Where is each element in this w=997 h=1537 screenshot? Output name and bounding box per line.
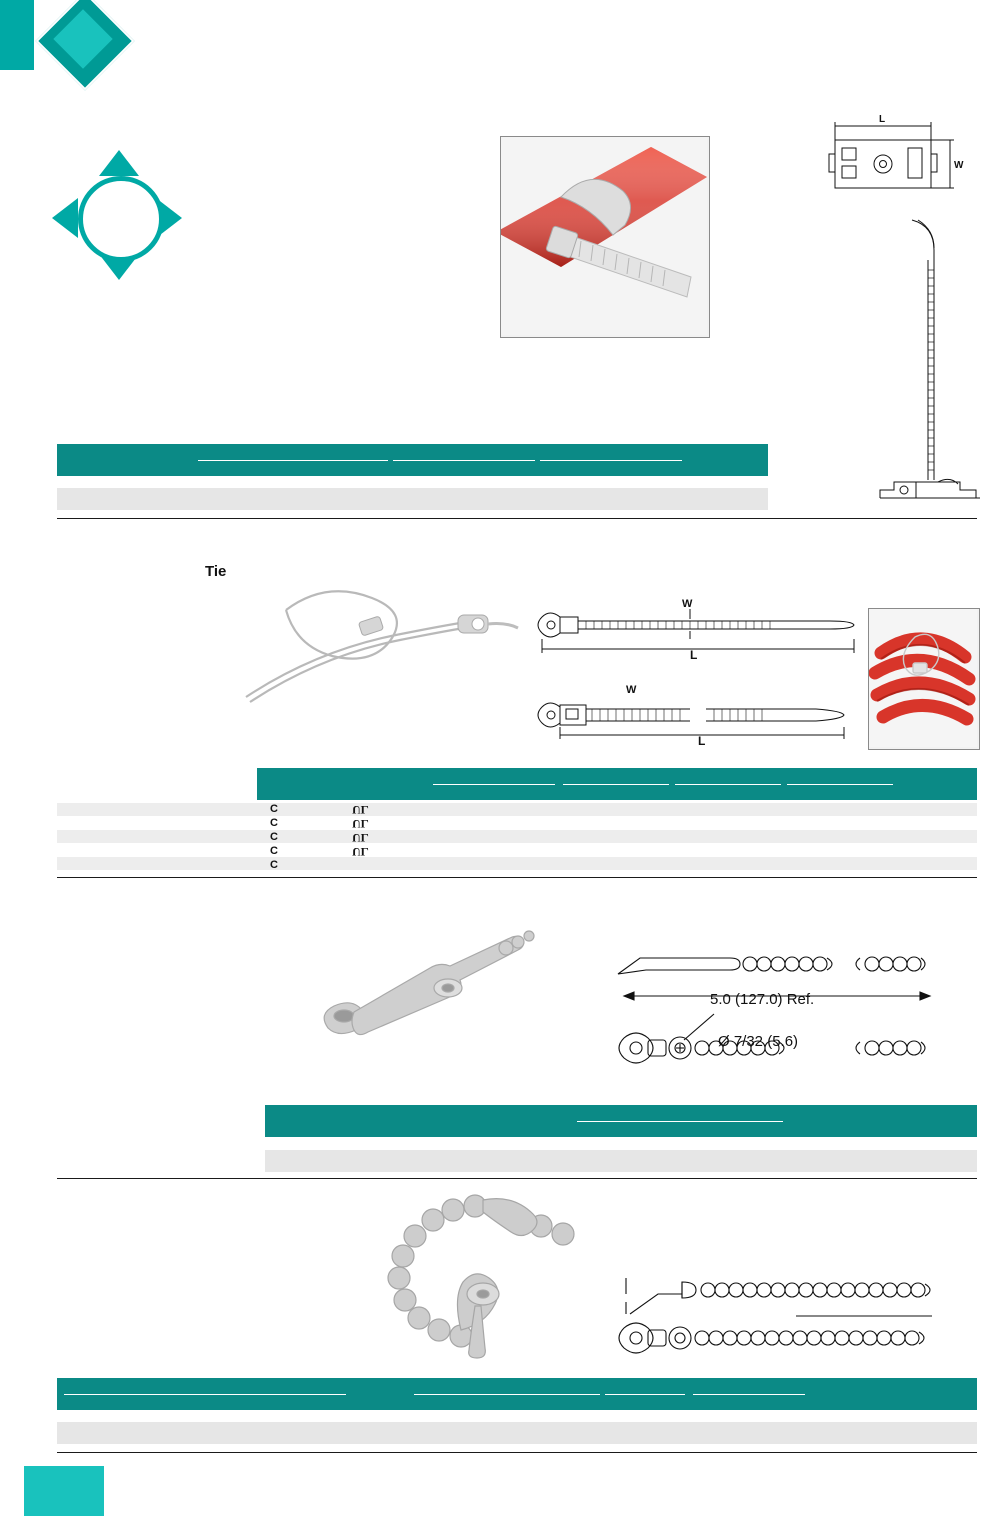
table-row [57, 857, 977, 870]
arrow-up-icon [99, 150, 139, 176]
dim-label-W-top: W [682, 598, 693, 610]
section3-divider [57, 1178, 977, 1179]
technical-drawing-ties [530, 595, 870, 755]
section2-divider [57, 877, 977, 878]
table-row [57, 803, 977, 816]
section2-label: Tie [205, 563, 227, 580]
section1-header-underline-2 [393, 460, 535, 461]
section4-data-row [57, 1422, 977, 1444]
section3-header-underline [577, 1121, 783, 1122]
dim-label-L-bottom: L [698, 734, 706, 748]
section4-header-bar [57, 1378, 977, 1410]
section4-divider [57, 1452, 977, 1453]
ul-listing-icon: UL [352, 803, 369, 817]
product-photo-coiled-cable [868, 608, 980, 750]
section1-header-bar [57, 444, 768, 476]
dim-label-L-top: L [690, 648, 698, 662]
section4-header-underline-2 [414, 1394, 600, 1395]
table-cell-c: C [270, 803, 278, 815]
table-cell-c: C [270, 831, 278, 843]
section2-header-bar [257, 768, 977, 800]
technical-drawing-beaded-tie [610, 940, 950, 1090]
section4-header-underline-4 [693, 1394, 805, 1395]
section2-header-underline-3 [675, 784, 781, 785]
arrow-cluster-icon [52, 150, 182, 280]
table-cell-c: C [270, 817, 278, 829]
section3-data-row [265, 1150, 977, 1172]
ul-listing-icon: UL [352, 817, 369, 831]
section2-header-underline-4 [787, 784, 893, 785]
arrow-ring-icon [78, 176, 164, 262]
table-row [57, 830, 977, 843]
dimension-diameter-label: Ø 7/32 (5.6) [718, 1033, 799, 1050]
section4-header-underline-3 [605, 1394, 685, 1395]
section2-header-underline-1 [433, 784, 555, 785]
section4-header-underline-1 [64, 1394, 346, 1395]
ul-listing-icon: UL [352, 831, 369, 845]
section3-header-bar [265, 1105, 977, 1137]
section1-header-underline-1 [198, 460, 388, 461]
section1-data-row [57, 488, 768, 510]
technical-drawing-beaded-clamp [610, 1262, 950, 1372]
arrow-left-icon [52, 198, 78, 238]
photo-artwork [501, 137, 707, 335]
product-photo-beaded-clamp [355, 1190, 595, 1370]
table-cell-c: C [270, 845, 278, 857]
table-cell-c: C [270, 859, 278, 871]
header-corner-block [0, 0, 34, 70]
dim-label-W-bottom: W [626, 684, 637, 696]
product-photo-beaded-tie [310, 920, 560, 1050]
section2-header-underline-2 [563, 784, 669, 785]
dim-label-W: W [954, 160, 964, 171]
technical-drawing-mount [820, 110, 995, 510]
dim-label-L: L [879, 114, 886, 125]
product-photo-cable-clamp [500, 136, 710, 338]
section1-header-underline-3 [540, 460, 682, 461]
product-photo-cable-tie [240, 575, 540, 710]
footer-tab [24, 1466, 104, 1516]
section1-divider [57, 518, 977, 519]
dimension-length-label: 5.0 (127.0) Ref. [710, 991, 815, 1008]
ul-listing-icon: UL [352, 845, 369, 859]
